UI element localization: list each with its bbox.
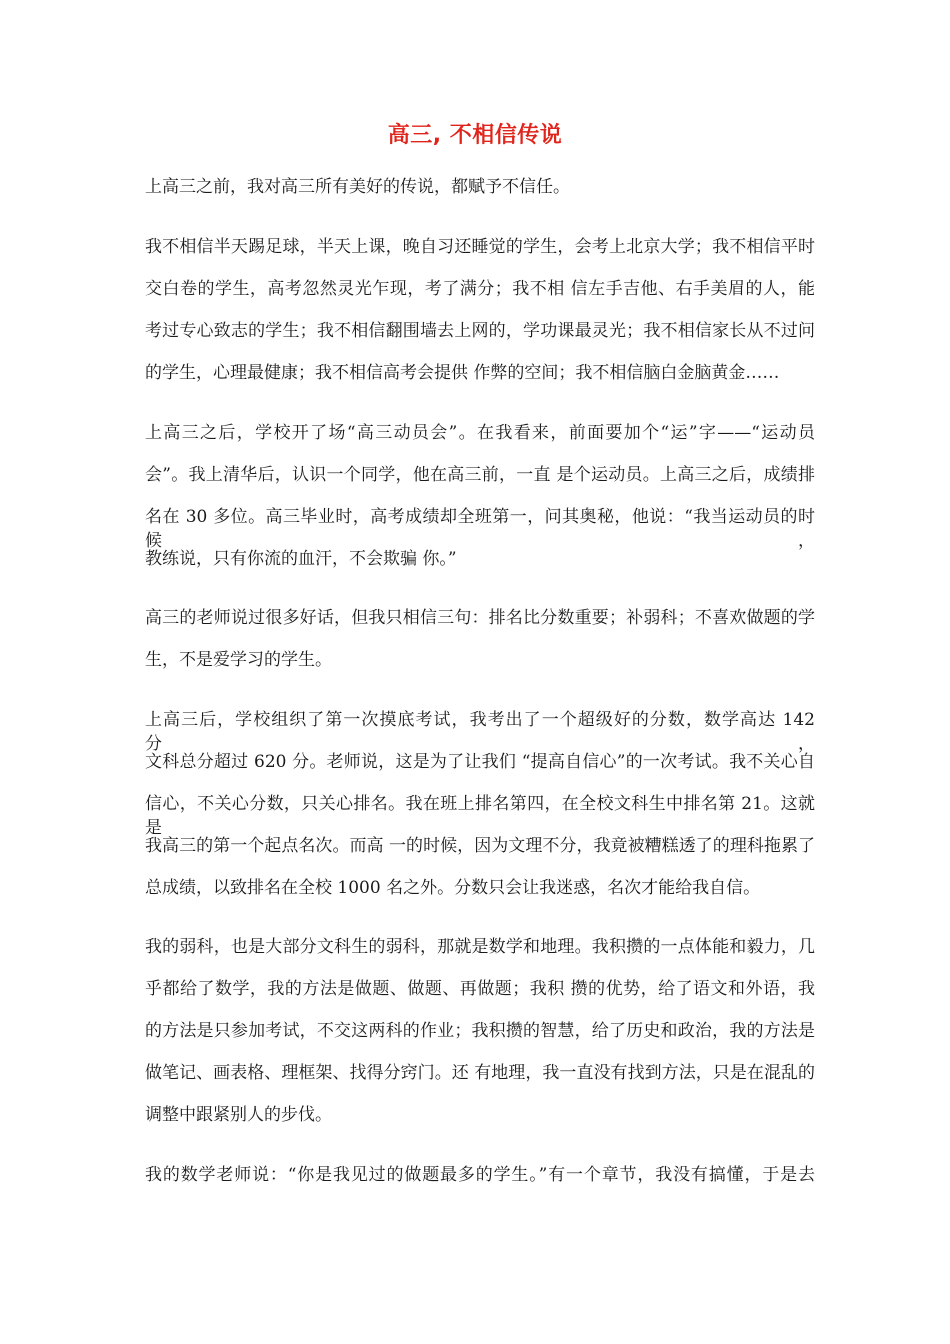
text-line: 信心，不关心分数，只关心排名。我在班上排名第四，在全校文科生中排名第 21。这就是 [145,794,815,838]
text-line: 的学生，心理最健康；我不相信高考会提供 作弊的空间；我不相信脑白金脑黄金…… [145,363,780,383]
text-line: 上高三之后，学校开了场“高三动员会”。在我看来，前面要加个“运”字——“运动员 [145,423,815,443]
text-line: 交白卷的学生，高考忽然灵光乍现，考了满分；我不相 信左手吉他、右手美眉的人，能 [145,279,815,299]
text-line: 文科总分超过 620 分。老师说，这是为了让我们 “提高自信心”的一次考试。我不关心自 [145,752,815,772]
text-line: 调整中跟紧别人的步伐。 [145,1105,332,1125]
document-title: 高三, 不相信传说 [387,123,563,148]
text-line: 会”。我上清华后，认识一个同学，他在高三前，一直 是个运动员。上高三之后，成绩排 [145,465,815,485]
text-line: 高三的老师说过很多好话，但我只相信三句：排名比分数重要；补弱科；不喜欢做题的学 [145,608,815,628]
text-line: 我的弱科，也是大部分文科生的弱科，那就是数学和地理。我积攒的一点体能和毅力，几 [145,937,815,957]
text-line: 名在 30 多位。高三毕业时，高考成绩却全班第一，问其奥秘，他说：“我当运动员的时候， [145,507,815,551]
text-line: 上高三后，学校组织了第一次摸底考试，我考出了一个超级好的分数，数学高达 142 分， [145,710,815,754]
text-line: 上高三之前，我对高三所有美好的传说，都赋予不信任。 [145,177,570,197]
text-line: 的方法是只参加考试，不交这两科的作业；我积攒的智慧，给了历史和政治，我的方法是 [145,1021,815,1041]
text-line: 考过专心致志的学生；我不相信翻围墙去上网的，学功课最灵光；我不相信家长从不过问 [145,321,815,341]
text-line: 我高三的第一个起点名次。而高 一的时候，因为文理不分，我竟被糟糕透了的理科拖累了 [145,836,815,856]
text-line: 教练说，只有你流的血汗，不会欺骗 你。” [145,549,457,569]
text-line: 我的数学老师说：“你是我见过的做题最多的学生。”有一个章节，我没有搞懂，于是去 [145,1165,815,1185]
text-line: 乎都给了数学，我的方法是做题、做题、再做题；我积 攒的优势，给了语文和外语，我 [145,979,815,999]
text-line: 做笔记、画表格、理框架、找得分窍门。还 有地理，我一直没有找到方法，只是在混乱的 [145,1063,815,1083]
text-line: 总成绩，以致排名在全校 1000 名之外。分数只会让我迷惑，名次才能给我自信。 [145,878,761,898]
text-line: 生，不是爱学习的学生。 [145,650,332,670]
text-line: 我不相信半天踢足球，半天上课，晚自习还睡觉的学生，会考上北京大学；我不相信平时 [145,237,815,257]
